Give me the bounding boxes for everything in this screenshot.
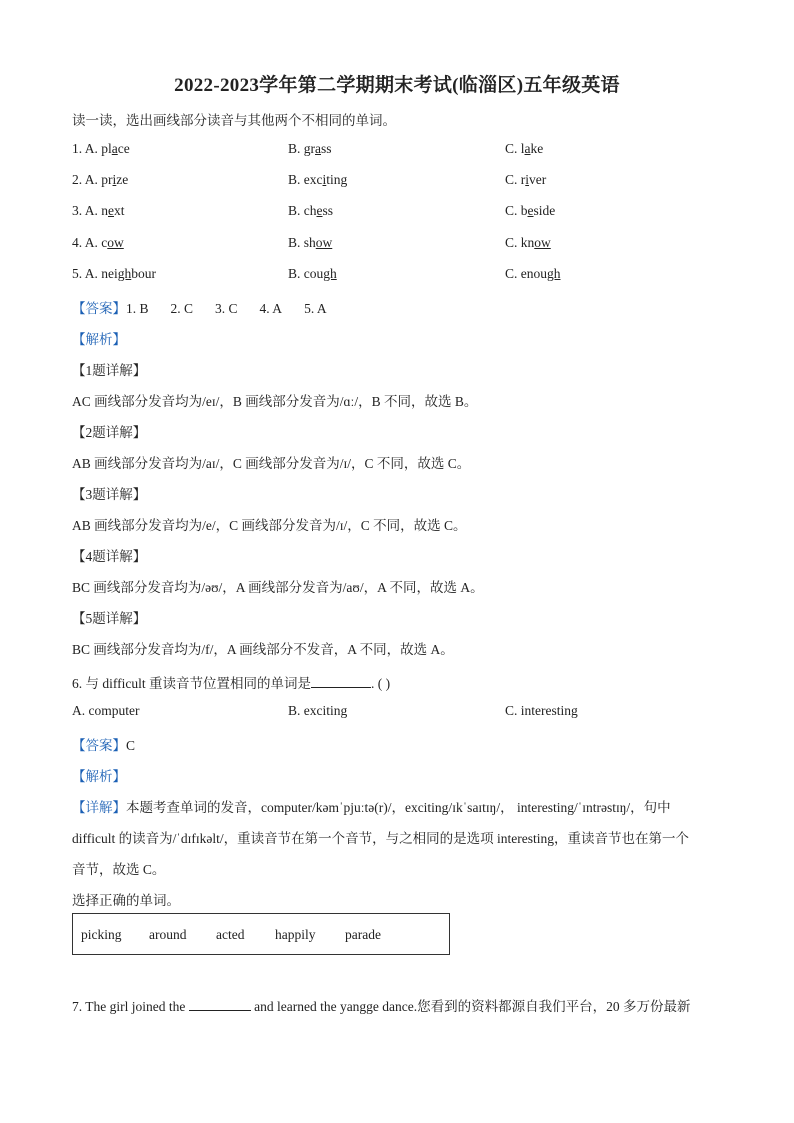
answer-line-1-5: [72, 297, 349, 317]
option-text: ver: [529, 172, 547, 187]
option-text: ss: [321, 141, 332, 156]
detail-tag-4: 【4题详解】: [72, 549, 147, 564]
answer-item: 3. C: [215, 301, 238, 316]
q2-option-c: [505, 172, 546, 188]
option-text: A. pr: [84, 172, 113, 187]
q2-option-a: [72, 172, 128, 188]
q3-option-c: [505, 203, 555, 219]
answer-items: [126, 301, 349, 316]
underlined-letters: gh: [547, 266, 561, 281]
option-text: C. kn: [505, 235, 535, 250]
q6-option-c: C. interesting: [505, 703, 578, 718]
answer-blank: [189, 998, 251, 1011]
answer-blank: [311, 675, 371, 688]
option-text: A. c: [84, 235, 108, 250]
q5-option-b: [288, 266, 337, 282]
question-number: 5.: [72, 266, 83, 281]
q3-option-a: [72, 203, 125, 219]
q6-detail-line-3: 音节，故选 C。: [72, 862, 166, 877]
option-text: side: [533, 203, 556, 218]
option-text: B. ch: [288, 203, 317, 218]
underlined-letters: i: [112, 172, 117, 187]
question-number: 1.: [72, 141, 83, 156]
option-text: B. gr: [288, 141, 315, 156]
answer-item: 2. C: [170, 301, 194, 316]
q6-option-b: B. exciting: [288, 703, 348, 718]
detail-tag: 【详解】: [72, 800, 126, 815]
q1-option-b: [288, 141, 332, 157]
q6-answer: C: [126, 738, 136, 753]
option-text: bour: [131, 266, 157, 281]
underlined-letters: a: [111, 141, 118, 156]
question-6-bracket: . ( ): [371, 676, 391, 691]
page-title: 2022-2023学年第二学期期末考试(临淄区)五年级英语: [174, 75, 620, 96]
q5-option-c: [505, 266, 561, 282]
q4-option-b: [288, 235, 332, 251]
option-text: ting: [326, 172, 348, 187]
option-text: C. enou: [505, 266, 547, 281]
option-text: ke: [530, 141, 544, 156]
underlined-letters: a: [315, 141, 321, 156]
question-number: 4.: [72, 235, 83, 250]
option-text: ss: [322, 203, 334, 218]
analysis-tag: 【解析】: [72, 332, 126, 347]
underlined-letters: gh: [117, 266, 132, 281]
word-bank-item: around: [149, 927, 187, 942]
word-bank-item: acted: [216, 927, 245, 942]
option-text: B. exc: [288, 172, 323, 187]
detail-tag-2: 【2题详解】: [72, 425, 147, 440]
q2-option-b: [288, 172, 347, 188]
answer-item: 5. A: [304, 301, 327, 316]
analysis-tag: 【解析】: [72, 769, 126, 784]
question-7-text: 7. The girl joined the: [72, 999, 186, 1014]
option-text: A. nei: [84, 266, 118, 281]
watermark-text: 您看到的资料都源自我们平台，20 多万份最新: [417, 999, 691, 1014]
answer-item: 1. B: [126, 301, 149, 316]
detail-tag-1: 【1题详解】: [72, 363, 147, 378]
word-bank-item: happily: [275, 927, 316, 942]
instruction-choose-word: 选择正确的单词。: [72, 893, 180, 908]
detail-text-4: BC 画线部分发音均为/əʊ/，A 画线部分发音为/aʊ/，A 不同，故选 A。: [72, 580, 484, 595]
q3-option-b: [288, 203, 333, 219]
q6-detail-text-1: 本题考查单词的发音，computer/kəmˈpjuːtə(r)/，exciting/ɪkˈsaɪtɪŋ/， interesting/ˈɪntrəstɪŋ/，句中: [126, 800, 671, 815]
q6-option-a: A. computer: [72, 703, 140, 718]
option-text: ce: [117, 141, 130, 156]
option-text: C. r: [505, 172, 526, 187]
option-text: B. sh: [288, 235, 316, 250]
word-bank-box: [72, 913, 450, 955]
underlined-letters: e: [527, 203, 534, 218]
q4-option-a: [72, 235, 124, 251]
question-7-stem: [72, 995, 691, 1015]
question-6-text: 6. 与 difficult 重读音节位置相同的单词是: [72, 676, 311, 691]
underlined-letters: ow: [315, 235, 333, 250]
option-text: C. l: [505, 141, 525, 156]
option-text: ze: [116, 172, 129, 187]
q6-detail-line-2: difficult 的读音为/ˈdɪfɪkəlt/，重读音节在第一个音节，与之相同的是选项 interesting，重读音节也在第一个: [72, 831, 689, 846]
word-bank-item: parade: [345, 927, 381, 942]
underlined-letters: ow: [534, 235, 551, 250]
question-number: 2.: [72, 172, 83, 187]
underlined-letters: e: [316, 203, 323, 218]
instruction-pronunciation: 读一读，选出画线部分读音与其他两个不相同的单词。: [72, 113, 396, 128]
answer-tag: 【答案】: [72, 301, 126, 316]
option-text: A. pl: [84, 141, 112, 156]
underlined-letters: gh: [323, 266, 337, 281]
detail-tag-5: 【5题详解】: [72, 611, 147, 626]
option-text: xt: [114, 203, 125, 218]
option-text: C. b: [505, 203, 528, 218]
q6-answer-line: [72, 734, 135, 754]
detail-text-2: AB 画线部分发音均为/aɪ/，C 画线部分发音为/ɪ/，C 不同，故选 C。: [72, 456, 471, 471]
underlined-letters: i: [322, 172, 327, 187]
detail-text-1: AC 画线部分发音均为/eɪ/，B 画线部分发音为/ɑː/，B 不同，故选 B。: [72, 394, 478, 409]
underlined-letters: a: [524, 141, 531, 156]
detail-tag-3: 【3题详解】: [72, 487, 147, 502]
question-7-text-end: and learned the yangge dance.: [254, 999, 418, 1014]
q4-option-c: [505, 235, 551, 251]
underlined-letters: e: [108, 203, 115, 218]
answer-item: 4. A: [259, 301, 283, 316]
q6-detail-line-1: [72, 796, 671, 816]
q5-option-a: [72, 266, 156, 282]
q1-option-c: [505, 141, 543, 157]
underlined-letters: ow: [107, 235, 124, 250]
detail-text-5: BC 画线部分发音均为/f/，A 画线部分不发音，A 不同，故选 A。: [72, 642, 454, 657]
question-6-stem: [72, 672, 390, 692]
q1-option-a: [72, 141, 130, 157]
underlined-letters: i: [525, 172, 530, 187]
word-bank-item: picking: [81, 927, 122, 942]
option-text: B. cou: [288, 266, 324, 281]
option-text: A. n: [84, 203, 109, 218]
detail-text-3: AB 画线部分发音均为/e/，C 画线部分发音为/ɪ/，C 不同，故选 C。: [72, 518, 467, 533]
question-number: 3.: [72, 203, 83, 218]
answer-tag: 【答案】: [72, 738, 126, 753]
